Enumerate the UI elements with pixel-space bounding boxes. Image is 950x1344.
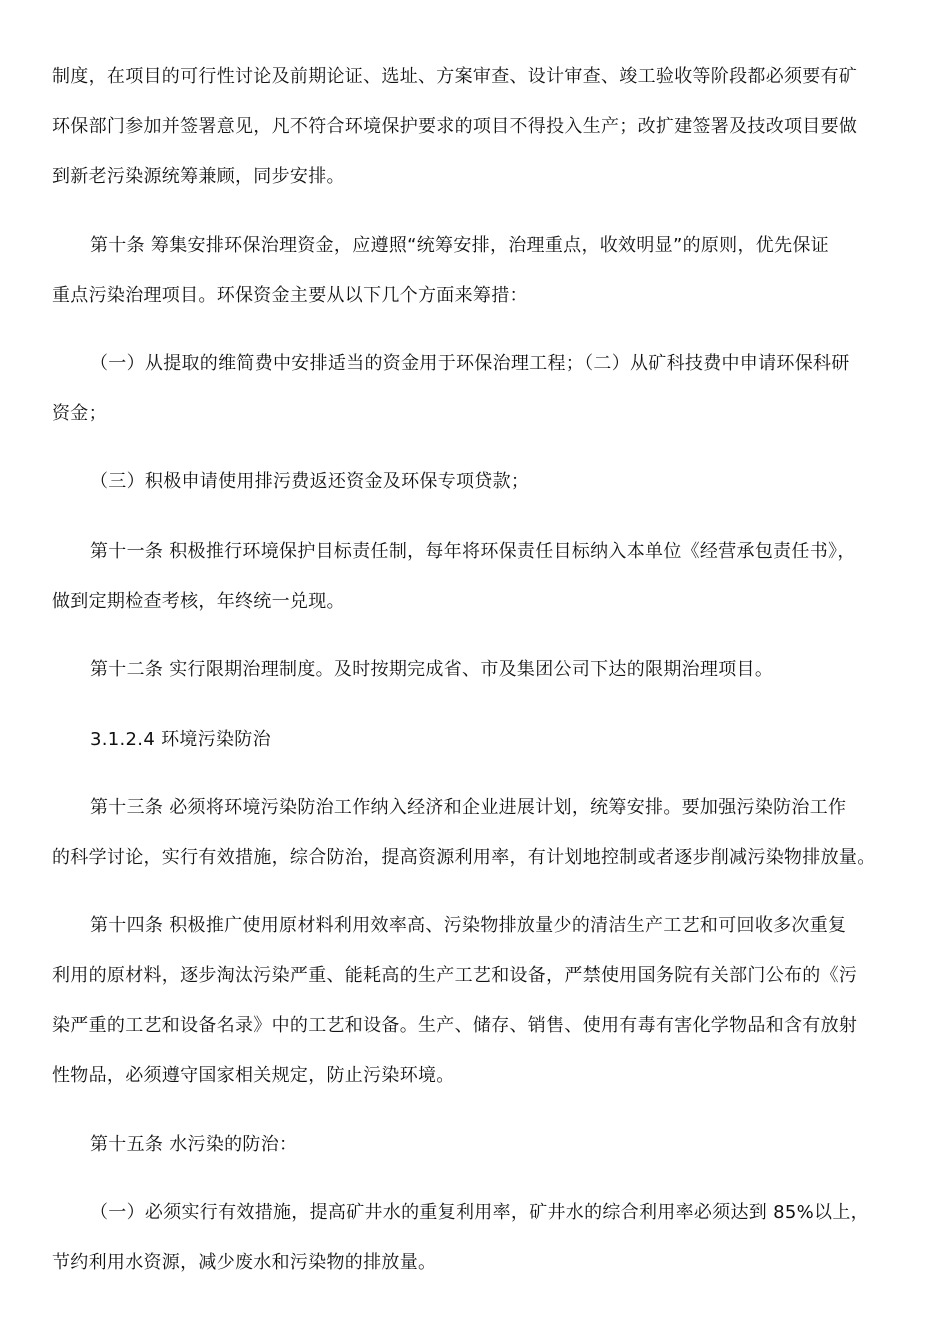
- text-line: 到新老污染源统筹兼顾，同步安排。: [52, 166, 345, 187]
- list-item-line: （三）积极申请使用排污费返还资金及环保专项贷款；: [90, 471, 530, 492]
- text-line: 染严重的工艺和设备名录》中的工艺和设备。生产、储存、销售、使用有毒有害化学物品和含有放射: [52, 1015, 858, 1036]
- article-11-line: 第十一条 积极推行环境保护目标责任制，每年将环保责任目标纳入本单位《经营承包责任书》，: [90, 541, 856, 562]
- text-line: 重点污染治理项目。环保资金主要从以下几个方面来筹措：: [52, 285, 528, 306]
- text-line: 资金；: [52, 403, 107, 424]
- article-13-line: 第十三条 必须将环境污染防治工作纳入经济和企业进展计划，统筹安排。要加强污染防治工作: [90, 797, 847, 818]
- list-item-line: （一）必须实行有效措施，提高矿井水的重复利用率，矿井水的综合利用率必须达到 85%以上，: [90, 1202, 869, 1223]
- text-line: 做到定期检查考核，年终统一兑现。: [52, 591, 345, 612]
- text-line: 环保部门参加并签署意见，凡不符合环境保护要求的项目不得投入生产；改扩建签署及技改项目要做: [52, 116, 858, 137]
- text-line: 性物品，必须遵守国家相关规定，防止污染环境。: [52, 1065, 455, 1086]
- article-12-line: 第十二条 实行限期治理制度。及时按期完成省、市及集团公司下达的限期治理项目。: [90, 659, 774, 680]
- section-heading: 3.1.2.4 环境污染防治: [90, 729, 271, 750]
- article-10-line: 第十条 筹集安排环保治理资金，应遵照“统筹安排，治理重点，收效明显”的原则，优先保证: [90, 235, 829, 256]
- text-line: 节约利用水资源，减少废水和污染物的排放量。: [52, 1252, 437, 1273]
- text-line: 制度，在项目的可行性讨论及前期论证、选址、方案审查、设计审查、竣工验收等阶段都必须要有矿: [52, 66, 858, 87]
- article-14-line: 第十四条 积极推广使用原材料利用效率高、污染物排放量少的清洁生产工艺和可回收多次重复: [90, 915, 847, 936]
- text-line: 利用的原材料，逐步淘汰污染严重、能耗高的生产工艺和设备，严禁使用国务院有关部门公布的《污: [52, 965, 858, 986]
- text-line: 的科学讨论，实行有效措施，综合防治，提高资源利用率，有计划地控制或者逐步削减污染物排放量。: [52, 847, 876, 868]
- article-15-line: 第十五条 水污染的防治：: [90, 1134, 298, 1155]
- list-item-line: （一）从提取的维简费中安排适当的资金用于环保治理工程；（二）从矿科技费中申请环保科研: [90, 353, 850, 374]
